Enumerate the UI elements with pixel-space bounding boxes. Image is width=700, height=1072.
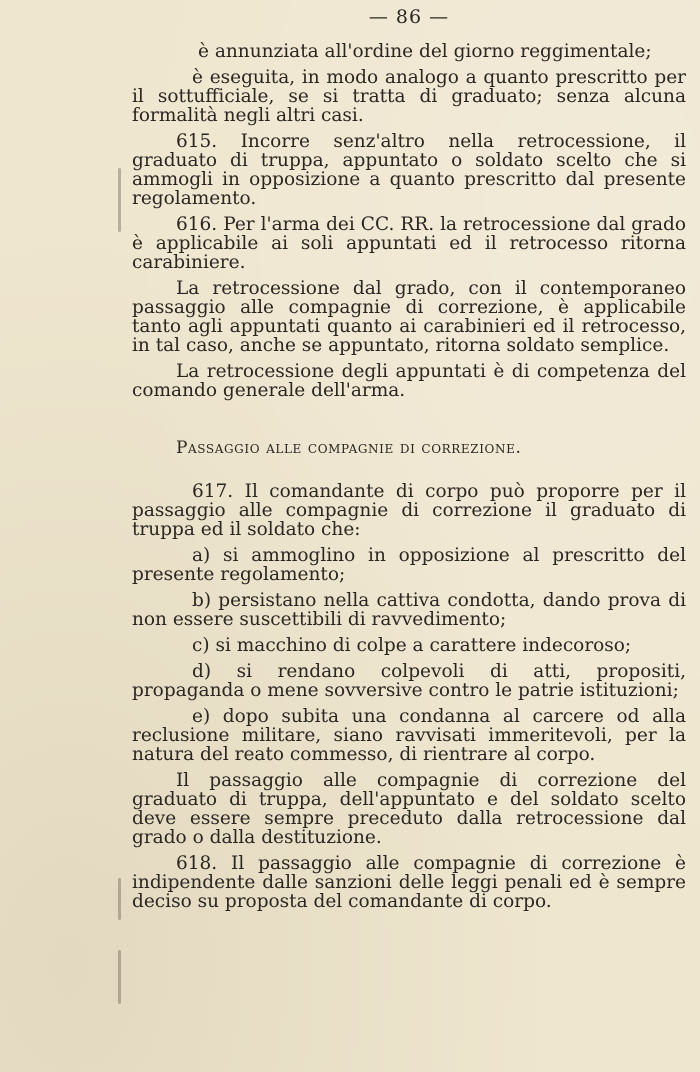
paragraph-precondition: Il passaggio alle compagnie di correzione del graduato di truppa, dell'appuntato e del soldato scelto deve essere sempre preceduto dalla retrocessione dal grado o dalla destituzione. (132, 770, 686, 848)
margin-pencil-mark (118, 950, 121, 1004)
article-615: 615. Incorre senz'altro nella retrocessione, il graduato di truppa, appuntato o soldato scelto che si ammogli in opposizione a quanto prescritto dal presente regolamento. (132, 131, 686, 209)
article-617-item-a: a) si ammoglino in opposizione al prescritto del presente regolamento; (132, 545, 686, 585)
article-617-item-d: d) si rendano colpevoli di atti, propositi, propaganda o mene sovversive contro le patrie istituzioni; (132, 661, 686, 701)
article-618: 618. Il passaggio alle compagnie di correzione è indipendente dalle sanzioni delle leggi penali ed è sempre deciso su proposta del comandante di corpo. (132, 853, 686, 912)
article-617-item-b: b) persistano nella cattiva condotta, dando prova di non essere suscettibili di ravvedimento; (132, 590, 686, 630)
section-heading: Passaggio alle compagnie di correzione. (176, 438, 522, 458)
page-number: — 86 — (368, 6, 450, 28)
paragraph-retrocession-correction: La retrocessione dal grado, con il contemporaneo passaggio alle compagnie di correzione, è applicabile tanto agli appuntati quanto ai carabinieri ed il retrocesso, in tal caso, anche se appuntato, ritorna soldato semplice. (132, 278, 686, 356)
article-617-item-e: e) dopo subita una condanna al carcere od alla reclusione militare, siano ravvisati immeritevoli, per la natura del reato commesso, di rientrare al corpo. (132, 706, 686, 765)
article-616: 616. Per l'arma dei CC. RR. la retrocessione dal grado è applicabile ai soli appuntati ed il retrocesso ritorna carabiniere. (132, 214, 686, 273)
margin-pencil-mark (118, 878, 121, 920)
paragraph-execution: è eseguita, in modo analogo a quanto prescritto per il sottufficiale, se si tratta di graduato; senza alcuna formalità negli altri casi. (132, 67, 686, 126)
paragraph-competence: La retrocessione degli appuntati è di competenza del comando generale dell'arma. (132, 361, 686, 401)
article-617-item-c: c) si macchino di colpe a carattere indecoroso; (192, 635, 632, 656)
article-617-intro: 617. Il comandante di corpo può proporre per il passaggio alle compagnie di correzione il graduato di truppa ed il soldato che: (132, 481, 686, 540)
paragraph-continuation: è annunziata all'ordine del giorno reggimentale; (198, 41, 652, 62)
margin-pencil-mark (118, 168, 121, 232)
